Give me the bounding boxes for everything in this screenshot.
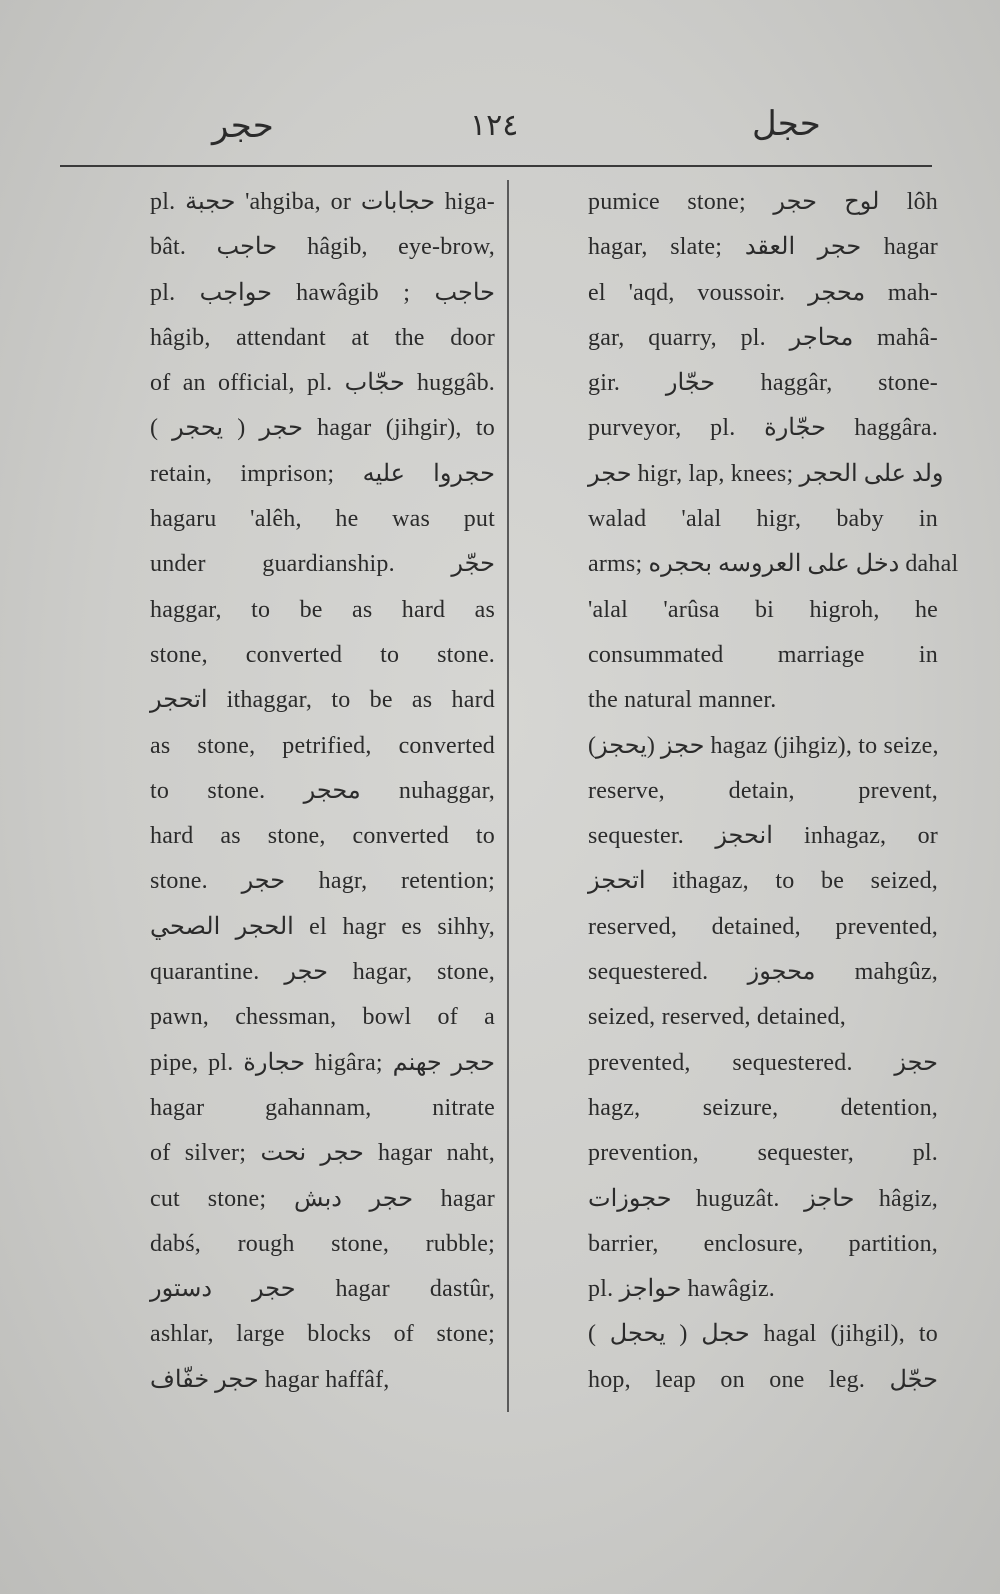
text-line: حجل ( يحجل ) hagal (jihgil), to bbox=[588, 1321, 938, 1348]
page-number: ١٢٤ bbox=[470, 109, 519, 142]
text-line: hagz, seizure, detention, bbox=[588, 1094, 938, 1121]
text-line: حجز (يحجز) hagaz (jihgiz), to seize, bbox=[588, 732, 939, 759]
text-line: retain, imprison; حجروا عليه bbox=[150, 460, 495, 487]
text-line: pawn, chessman, bowl of a bbox=[150, 1004, 495, 1031]
text-line: sequester. انحجز inhagaz, or bbox=[588, 823, 938, 850]
text-line: arms; دخل على العروسه بحجره dahal bbox=[588, 551, 959, 578]
header-right-catchword: حجل bbox=[752, 106, 821, 143]
text-line: pumice stone; لوح حجر lôh bbox=[588, 189, 938, 215]
text-line: the natural manner. bbox=[588, 687, 777, 714]
text-line: cut stone; حجر دبش hagar bbox=[150, 1185, 495, 1212]
text-line: as stone, petrified, converted bbox=[150, 732, 495, 759]
column-divider bbox=[507, 180, 509, 1412]
text-line: pipe, pl. حجارة higâra; حجر جهنم bbox=[150, 1049, 495, 1076]
text-line: purveyor, pl. حجّارة haggâra. bbox=[588, 415, 938, 442]
header-left-catchword: حجر bbox=[212, 108, 274, 145]
text-line: hagar gahannam, nitrate bbox=[150, 1094, 495, 1121]
left-column bbox=[150, 180, 495, 1403]
text-line: of silver; حجر نحت hagar naht, bbox=[150, 1140, 495, 1167]
text-line: hard as stone, converted to bbox=[150, 823, 495, 850]
text-line: reserved, detained, prevented, bbox=[588, 913, 938, 940]
text-line: dabś, rough stone, rubble; bbox=[150, 1230, 495, 1257]
text-line: حجر دستور hagar dastûr, bbox=[150, 1276, 495, 1303]
text-line: quarantine. حجر hagar, stone, bbox=[150, 959, 495, 986]
text-line: stone. حجر hagr, retention; bbox=[150, 868, 495, 895]
text-line: hagar, slate; حجر العقد hagar bbox=[588, 234, 938, 261]
right-column bbox=[588, 180, 959, 1403]
text-line: bât. حاجب hâgib, eye-brow, bbox=[150, 234, 495, 261]
text-line: consummated marriage in bbox=[588, 641, 938, 668]
text-line: hâgib, attendant at the door bbox=[150, 324, 495, 351]
text-line: prevented, sequestered. حجز bbox=[588, 1049, 938, 1076]
text-line: hop, leap on one leg. حجّل bbox=[588, 1366, 938, 1393]
text-line: pl. حجبة 'ahgiba, or حجابات higa- bbox=[150, 189, 495, 215]
text-line: gar, quarry, pl. محاجر mahâ- bbox=[588, 324, 938, 351]
text-line: pl. حواجز hawâgiz. bbox=[588, 1276, 776, 1303]
text-line: 'alal 'arûsa bi higroh, he bbox=[588, 596, 938, 623]
page-header bbox=[0, 98, 1000, 148]
text-line: اتحجر ithaggar, to be as hard bbox=[150, 687, 495, 714]
text-line: sequestered. محجوز mahgûz, bbox=[588, 959, 938, 986]
text-line: reserve, detain, prevent, bbox=[588, 777, 938, 804]
text-line: walad 'alal higr, baby in bbox=[588, 506, 938, 533]
text-line: stone, converted to stone. bbox=[150, 641, 495, 668]
text-line: haggar, to be as hard as bbox=[150, 596, 495, 623]
text-line: of an official, pl. حجّاب huggâb. bbox=[150, 370, 496, 397]
header-rule bbox=[60, 165, 932, 167]
text-line: hagaru 'alêh, he was put bbox=[150, 506, 495, 533]
text-line: اتحجز ithagaz, to be seized, bbox=[588, 868, 938, 895]
text-line: prevention, sequester, pl. bbox=[588, 1140, 938, 1167]
text-line: الحجر الصحي el hagr es sihhy, bbox=[150, 913, 495, 940]
text-line: barrier, enclosure, partition, bbox=[588, 1230, 938, 1257]
text-line: حجر higr, lap, knees; ولد على الحجر bbox=[588, 460, 944, 487]
text-line: حجر ( يحجر ) hagar (jihgir), to bbox=[150, 415, 495, 442]
text-line: gir. حجّار haggâr, stone- bbox=[588, 370, 938, 397]
text-line: حجر خفّاف hagar haffâf, bbox=[150, 1366, 390, 1393]
text-line: ashlar, large blocks of stone; bbox=[150, 1321, 495, 1348]
text-line: seized, reserved, detained, bbox=[588, 1004, 846, 1031]
text-line: حجوزات huguzât. حاجز hâgiz, bbox=[588, 1185, 938, 1212]
text-line: pl. حواجب hawâgib ; حاجب bbox=[150, 279, 495, 306]
text-line: el 'aqd, voussoir. محجر mah- bbox=[588, 279, 938, 306]
text-line: to stone. محجر nuhaggar, bbox=[150, 777, 496, 804]
text-line: under guardianship. حجّر bbox=[150, 551, 495, 578]
